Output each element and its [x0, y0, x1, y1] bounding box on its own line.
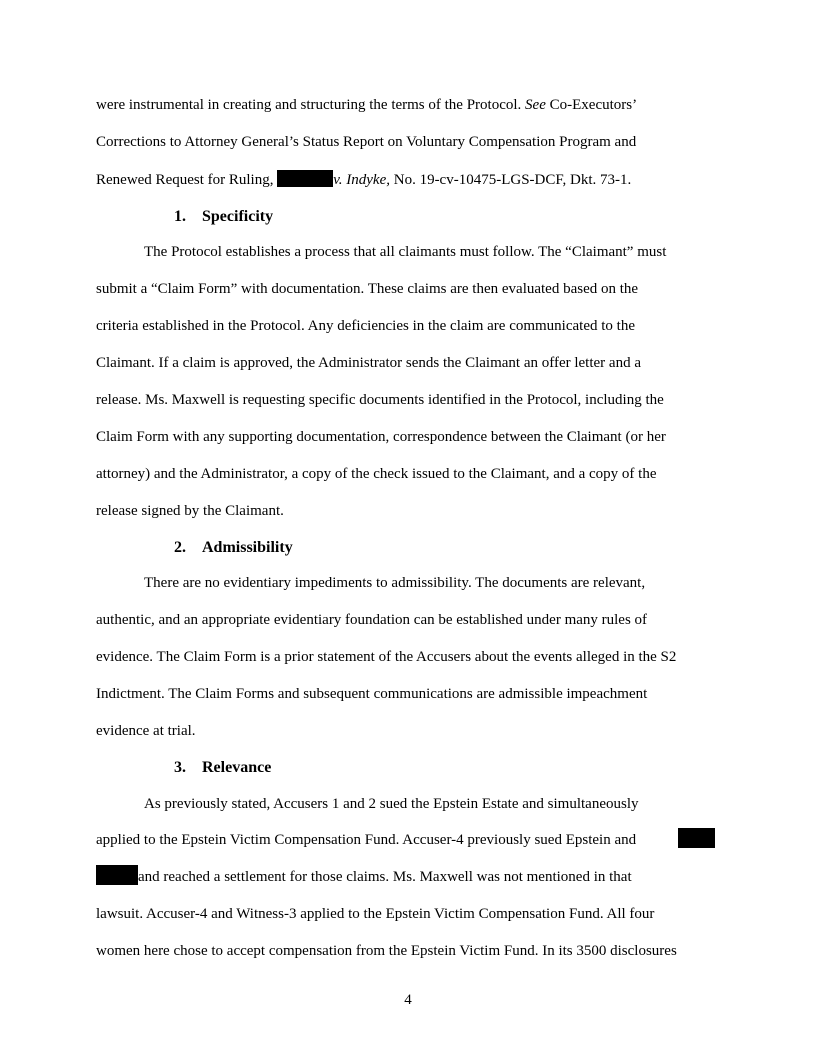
text: No. 19-cv-10475-LGS-DCF, Dkt. 73-1. — [389, 172, 632, 188]
body-line: The Protocol establishes a process that all claimants must follow. The “Claimant” must — [144, 244, 667, 260]
section-number: 3. — [174, 759, 186, 776]
body-line: women here chose to accept compensation from the Epstein Victim Fund. In its 3500 disclosures — [96, 943, 677, 959]
body-line — [96, 831, 636, 849]
page-number: 4 — [404, 992, 412, 1008]
text: Renewed Request for Ruling, — [96, 172, 278, 188]
section-title: Admissibility — [202, 539, 293, 556]
body-line: evidence. The Claim Form is a prior statement of the Accusers about the events alleged in the S2 — [96, 649, 677, 665]
text: were instrumental in creating and structuring the terms of the Protocol. — [96, 97, 522, 113]
redaction-block — [678, 828, 715, 848]
text: Corrections to Attorney General’s Status Report on Voluntary Compensation Program and — [96, 134, 637, 150]
redaction-block — [277, 170, 333, 187]
redaction-block — [96, 865, 138, 885]
section-heading-admissibility — [174, 539, 293, 557]
section-number: 2. — [174, 539, 186, 556]
body-line: authentic, and an appropriate evidentiary foundation can be established under many rules of — [96, 612, 648, 628]
body-line: attorney) and the Administrator, a copy of the check issued to the Claimant, and a copy of the — [96, 466, 657, 482]
section-number: 1. — [174, 208, 186, 225]
body-line: submit a “Claim Form” with documentation. These claims are then evaluated based on the — [96, 281, 639, 297]
text: Co-Executors’ — [545, 97, 638, 113]
body-line — [96, 170, 631, 189]
body-line: Claim Form with any supporting documentation, correspondence between the Claimant (or her — [96, 429, 666, 445]
body-line: criteria established in the Protocol. Any deficiencies in the claim are communicated to the — [96, 318, 635, 334]
body-line: release. Ms. Maxwell is requesting specific documents identified in the Protocol, including the — [96, 392, 664, 408]
body-line: and reached a settlement for those claims. Ms. Maxwell was not mentioned in that — [138, 869, 632, 885]
body-line: Claimant. If a claim is approved, the Administrator sends the Claimant an offer letter and a — [96, 355, 641, 371]
body-line: lawsuit. Accuser-4 and Witness-3 applied to the Epstein Victim Compensation Fund. All four — [96, 906, 655, 922]
body-line: Indictment. The Claim Forms and subsequent communications are admissible impeachment — [96, 686, 648, 702]
body-line — [96, 96, 637, 114]
body-line — [96, 133, 636, 151]
body-line: As previously stated, Accusers 1 and 2 sued the Epstein Estate and simultaneously — [144, 796, 639, 812]
section-heading-specificity — [174, 208, 273, 226]
body-line: evidence at trial. — [96, 723, 196, 739]
section-title: Specificity — [202, 208, 274, 225]
section-title: Relevance — [202, 759, 272, 776]
body-line: There are no evidentiary impediments to admissibility. The documents are relevant, — [144, 575, 646, 591]
section-heading-relevance — [174, 759, 271, 777]
text: applied to the Epstein Victim Compensation Fund. Accuser-4 previously sued Epstein and — [96, 832, 637, 848]
citation-signal: See — [525, 97, 546, 113]
case-name: v. Indyke, — [333, 172, 390, 188]
body-line: release signed by the Claimant. — [96, 503, 284, 519]
